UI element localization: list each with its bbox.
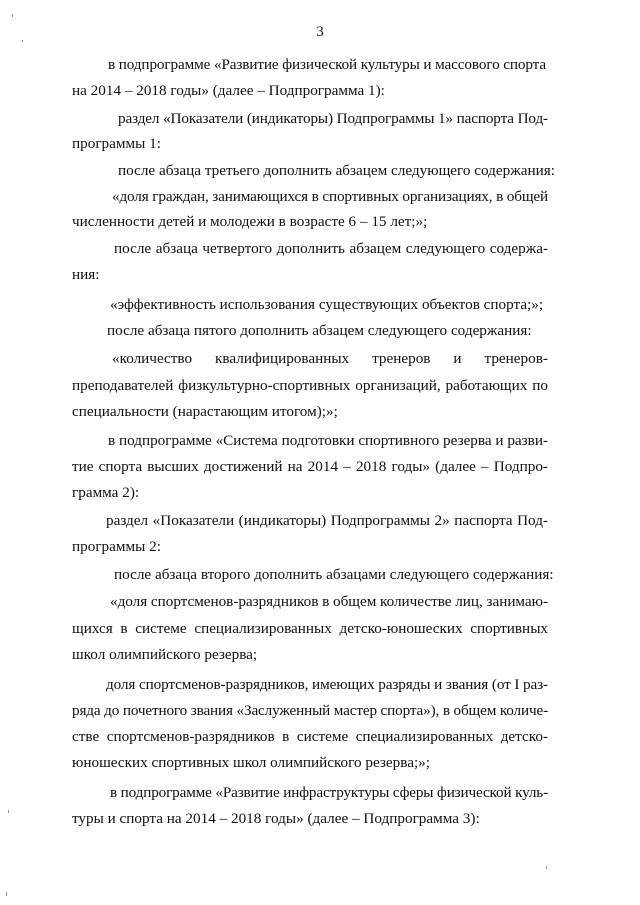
scan-mark [12, 14, 13, 17]
text-line: школ олимпийского резерва; [72, 646, 258, 663]
text-line: преподавателей физкультурно-спортивных организаций, работающих по [72, 377, 548, 394]
text-line: щихся в системе специализированных детско-юношеских спортивных [72, 620, 548, 637]
text-line: численности детей и молодежи в возрасте 6 – 15 лет;»; [72, 213, 428, 230]
text-line: после абзаца второго дополнить абзацами следующего содержания: [114, 566, 554, 583]
word: «количество [112, 350, 193, 367]
word: и [453, 350, 462, 367]
word: тренеров- [484, 350, 548, 367]
text-line: в подпрограмме «Система подготовки спортивного резерва и разви- [108, 432, 548, 449]
text-line: программы 2: [72, 538, 161, 555]
text-line: раздел «Показатели (индикаторы) Подпрограммы 2» паспорта Под- [106, 512, 548, 529]
scan-mark [6, 892, 7, 896]
text-line: «эффективность использования существующих объектов спорта;»; [110, 296, 544, 313]
text-line: в подпрограмме «Развитие физической культуры и массового спорта [108, 56, 546, 73]
text-line: «доля спортсменов-разрядников в общем количестве лиц, занимаю- [110, 593, 548, 610]
text-line-justified [112, 350, 548, 368]
text-line: туры и спорта на 2014 – 2018 годы» (далее – Подпрограмма 3): [72, 810, 480, 827]
scan-mark [8, 810, 9, 813]
text-line: в подпрограмме «Развитие инфраструктуры сферы физической куль- [110, 784, 548, 801]
text-line: юношеских спортивных школ олимпийского резерва;»; [72, 754, 430, 771]
text-line: грамма 2): [72, 484, 140, 501]
text-line: ния: [72, 266, 100, 283]
text-line: раздел «Показатели (индикаторы) Подпрограммы 1» паспорта Под- [118, 110, 548, 127]
text-line: «доля граждан, занимающихся в спортивных организациях, в общей [112, 188, 548, 205]
text-line: после абзаца пятого дополнить абзацем следующего содержания: [107, 322, 532, 339]
scan-mark [22, 40, 23, 42]
text-line: специальности (нарастающим итогом);»; [72, 403, 338, 420]
text-line: ряда до почетного звания «Заслуженный мастер спорта»), в общем количе- [72, 702, 548, 719]
text-line: тие спорта высших достижений на 2014 – 2018 годы» (далее – Подпро- [72, 458, 548, 475]
text-line: программы 1: [72, 135, 161, 152]
text-line: стве спортсменов-разрядников в системе специализированных детско- [72, 728, 548, 745]
page-number: 3 [316, 24, 324, 40]
text-line: доля спортсменов-разрядников, имеющих разряды и звания (от I раз- [106, 676, 548, 693]
text-line: после абзаца четвертого дополнить абзацем следующего содержа- [114, 240, 548, 257]
word: квалифицированных [215, 350, 350, 367]
scan-mark [546, 866, 547, 869]
text-line: после абзаца третьего дополнить абзацем следующего содержания: [118, 162, 555, 179]
text-line: на 2014 – 2018 годы» (далее – Подпрограмма 1): [72, 82, 385, 99]
word: тренеров [372, 350, 431, 367]
